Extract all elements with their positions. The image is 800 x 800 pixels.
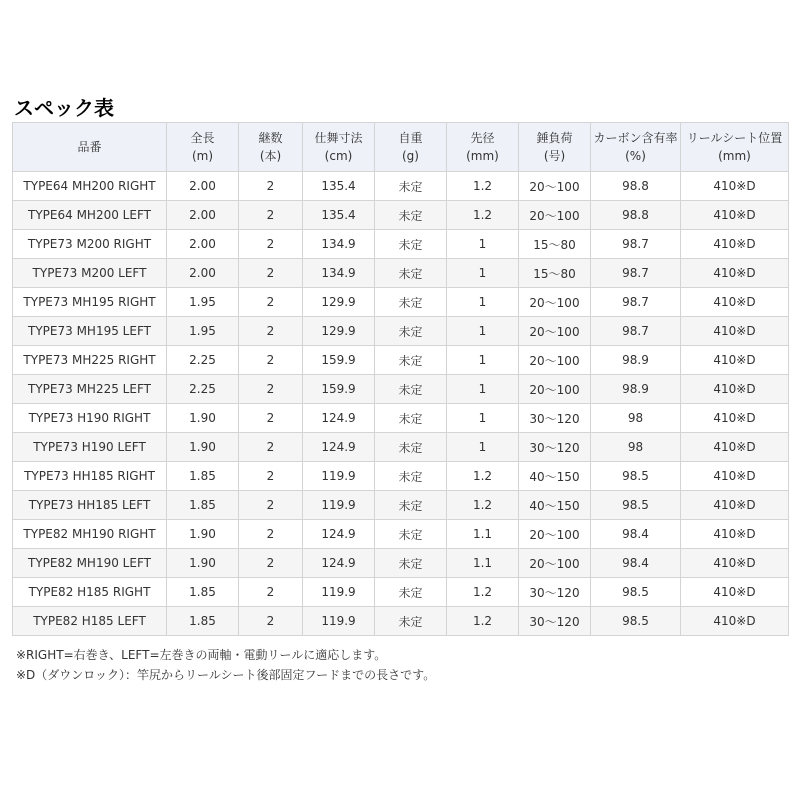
- table-cell: 134.9: [303, 259, 375, 288]
- column-header: [519, 123, 591, 172]
- table-cell: 未定: [375, 607, 447, 636]
- table-cell: 未定: [375, 259, 447, 288]
- table-row: [13, 549, 789, 578]
- table-row: [13, 230, 789, 259]
- table-cell: 1.2: [447, 578, 519, 607]
- table-cell: 1.1: [447, 520, 519, 549]
- table-cell: 2.25: [167, 346, 239, 375]
- table-cell: 410※D: [681, 433, 789, 462]
- table-cell: 124.9: [303, 549, 375, 578]
- table-cell: 未定: [375, 491, 447, 520]
- table-cell: 未定: [375, 462, 447, 491]
- table-row: [13, 346, 789, 375]
- footnotes: [16, 645, 435, 685]
- table-cell: 未定: [375, 520, 447, 549]
- table-cell: 2: [239, 201, 303, 230]
- table-cell: TYPE82 MH190 RIGHT: [13, 520, 167, 549]
- table-cell: 1.90: [167, 433, 239, 462]
- table-cell: 20～100: [519, 375, 591, 404]
- table-body: [13, 172, 789, 636]
- table-cell: 2: [239, 317, 303, 346]
- table-cell: 1.1: [447, 549, 519, 578]
- table-cell: 2: [239, 462, 303, 491]
- table-cell: 134.9: [303, 230, 375, 259]
- table-cell: 20～100: [519, 317, 591, 346]
- table-cell: 40～150: [519, 491, 591, 520]
- table-cell: 20～100: [519, 346, 591, 375]
- table-cell: 2: [239, 491, 303, 520]
- table-row: [13, 317, 789, 346]
- table-row: [13, 578, 789, 607]
- table-cell: 40～150: [519, 462, 591, 491]
- table-cell: 1: [447, 346, 519, 375]
- table-cell: 410※D: [681, 201, 789, 230]
- table-cell: 2: [239, 259, 303, 288]
- column-header-label: 品番: [77, 140, 102, 154]
- table-cell: 98.9: [591, 375, 681, 404]
- column-header-label: 錘負荷: [536, 131, 573, 145]
- table-cell: 1: [447, 288, 519, 317]
- table-cell: 410※D: [681, 462, 789, 491]
- table-cell: 1.2: [447, 491, 519, 520]
- table-row: [13, 375, 789, 404]
- table-cell: 98: [591, 433, 681, 462]
- table-cell: 未定: [375, 172, 447, 201]
- table-cell: TYPE73 M200 RIGHT: [13, 230, 167, 259]
- footnote-rightleft: ※RIGHT=右巻き、LEFT=左巻きの両軸・電動リールに適応します。: [16, 648, 387, 662]
- table-cell: 124.9: [303, 404, 375, 433]
- table-cell: 410※D: [681, 375, 789, 404]
- table-cell: 1: [447, 404, 519, 433]
- table-cell: 1.90: [167, 549, 239, 578]
- table-cell: 119.9: [303, 607, 375, 636]
- table-cell: 30～120: [519, 607, 591, 636]
- table-cell: 未定: [375, 288, 447, 317]
- table-cell: 2: [239, 404, 303, 433]
- footnote-downlock: ※D（ダウンロック）：竿尻からリールシート後部固定フードまでの長さです。: [16, 668, 436, 682]
- table-cell: TYPE82 H185 LEFT: [13, 607, 167, 636]
- table-cell: 98.5: [591, 462, 681, 491]
- table-cell: 15～80: [519, 259, 591, 288]
- table-cell: 410※D: [681, 520, 789, 549]
- table-cell: 未定: [375, 404, 447, 433]
- table-row: [13, 259, 789, 288]
- table-cell: TYPE73 MH225 LEFT: [13, 375, 167, 404]
- table-cell: 1.2: [447, 201, 519, 230]
- table-cell: TYPE73 M200 LEFT: [13, 259, 167, 288]
- table-row: [13, 520, 789, 549]
- table-cell: 1.95: [167, 317, 239, 346]
- table-cell: 1.2: [447, 172, 519, 201]
- table-cell: 98.5: [591, 491, 681, 520]
- table-cell: 2: [239, 433, 303, 462]
- table-cell: 2: [239, 607, 303, 636]
- table-cell: 未定: [375, 230, 447, 259]
- table-cell: 98.8: [591, 201, 681, 230]
- table-cell: 20～100: [519, 549, 591, 578]
- table-cell: 1.95: [167, 288, 239, 317]
- table-cell: 2: [239, 172, 303, 201]
- table-cell: 1.85: [167, 578, 239, 607]
- table-cell: 20～100: [519, 520, 591, 549]
- table-cell: 30～120: [519, 433, 591, 462]
- table-cell: TYPE64 MH200 LEFT: [13, 201, 167, 230]
- column-header-unit: (m): [191, 149, 214, 163]
- table-cell: 2: [239, 288, 303, 317]
- table-cell: 2: [239, 375, 303, 404]
- column-header-label: リールシート位置: [686, 131, 783, 145]
- table-cell: 410※D: [681, 259, 789, 288]
- table-row: [13, 433, 789, 462]
- table-cell: 15～80: [519, 230, 591, 259]
- table-cell: 1: [447, 317, 519, 346]
- column-header: [375, 123, 447, 172]
- table-cell: 410※D: [681, 317, 789, 346]
- table-cell: 410※D: [681, 172, 789, 201]
- table-cell: 未定: [375, 578, 447, 607]
- table-row: [13, 491, 789, 520]
- table-cell: 1: [447, 230, 519, 259]
- table-cell: 98.5: [591, 607, 681, 636]
- column-header-unit: (mm): [466, 149, 499, 163]
- column-header: [681, 123, 789, 172]
- column-header: [167, 123, 239, 172]
- table-cell: 135.4: [303, 201, 375, 230]
- table-cell: 2: [239, 520, 303, 549]
- column-header: [591, 123, 681, 172]
- table-row: [13, 172, 789, 201]
- column-header-unit: (g): [402, 149, 419, 163]
- table-cell: 2.00: [167, 230, 239, 259]
- column-header-label: 仕舞寸法: [314, 131, 363, 145]
- table-cell: 2.25: [167, 375, 239, 404]
- table-cell: TYPE73 HH185 LEFT: [13, 491, 167, 520]
- table-cell: 2: [239, 346, 303, 375]
- table-cell: 未定: [375, 433, 447, 462]
- table-cell: TYPE73 MH195 LEFT: [13, 317, 167, 346]
- table-row: [13, 288, 789, 317]
- table-cell: 124.9: [303, 433, 375, 462]
- table-cell: 119.9: [303, 578, 375, 607]
- table-cell: 2: [239, 549, 303, 578]
- table-cell: 159.9: [303, 346, 375, 375]
- table-cell: 129.9: [303, 288, 375, 317]
- table-cell: 20～100: [519, 288, 591, 317]
- table-cell: 98.4: [591, 520, 681, 549]
- table-cell: 30～120: [519, 404, 591, 433]
- table-cell: 410※D: [681, 549, 789, 578]
- header-row: [13, 123, 789, 172]
- table-cell: 未定: [375, 201, 447, 230]
- table-cell: 1.85: [167, 462, 239, 491]
- table-cell: 1: [447, 259, 519, 288]
- table-cell: 98.9: [591, 346, 681, 375]
- table-cell: 119.9: [303, 462, 375, 491]
- column-header: [447, 123, 519, 172]
- table-row: [13, 462, 789, 491]
- table-cell: TYPE82 MH190 LEFT: [13, 549, 167, 578]
- column-header: [303, 123, 375, 172]
- table-cell: 1.85: [167, 491, 239, 520]
- table-cell: 159.9: [303, 375, 375, 404]
- table-cell: TYPE73 MH195 RIGHT: [13, 288, 167, 317]
- table-cell: 410※D: [681, 288, 789, 317]
- table-cell: 未定: [375, 375, 447, 404]
- table-cell: 2.00: [167, 172, 239, 201]
- table-cell: 1.85: [167, 607, 239, 636]
- table-cell: 98.7: [591, 230, 681, 259]
- column-header-unit: (号): [543, 149, 566, 163]
- column-header-unit: (mm): [718, 149, 751, 163]
- column-header-unit: (本): [259, 149, 282, 163]
- table-cell: 30～120: [519, 578, 591, 607]
- table-row: [13, 404, 789, 433]
- table-cell: 20～100: [519, 172, 591, 201]
- table-cell: 98.7: [591, 259, 681, 288]
- table-cell: 2: [239, 578, 303, 607]
- table-cell: 124.9: [303, 520, 375, 549]
- table-cell: 98.7: [591, 317, 681, 346]
- table-cell: 20～100: [519, 201, 591, 230]
- table-cell: 1.2: [447, 462, 519, 491]
- table-cell: 410※D: [681, 230, 789, 259]
- table-row: [13, 201, 789, 230]
- column-header-label: 全長: [190, 131, 215, 145]
- table-cell: 2.00: [167, 259, 239, 288]
- column-header-unit: (cm): [324, 149, 353, 163]
- table-cell: 98.4: [591, 549, 681, 578]
- table-cell: 98: [591, 404, 681, 433]
- column-header: [239, 123, 303, 172]
- table-cell: 2.00: [167, 201, 239, 230]
- column-header-label: カーボン含有率: [593, 131, 678, 145]
- spec-table: [12, 122, 789, 636]
- table-cell: 410※D: [681, 607, 789, 636]
- column-header-label: 先径: [470, 131, 495, 145]
- column-header-unit: (%): [625, 149, 646, 163]
- table-cell: 119.9: [303, 491, 375, 520]
- table-cell: 1: [447, 433, 519, 462]
- table-cell: 1.2: [447, 607, 519, 636]
- page-title: スペック表: [14, 96, 114, 120]
- table-row: [13, 607, 789, 636]
- table-cell: 135.4: [303, 172, 375, 201]
- table-cell: 1: [447, 375, 519, 404]
- table-cell: 410※D: [681, 578, 789, 607]
- table-cell: TYPE73 H190 RIGHT: [13, 404, 167, 433]
- table-cell: TYPE82 H185 RIGHT: [13, 578, 167, 607]
- column-header: [13, 123, 167, 172]
- table-cell: 1.90: [167, 404, 239, 433]
- column-header-label: 自重: [398, 131, 423, 145]
- table-cell: 未定: [375, 317, 447, 346]
- table-cell: 2: [239, 230, 303, 259]
- table-cell: 未定: [375, 549, 447, 578]
- table-cell: 98.7: [591, 288, 681, 317]
- table-cell: 410※D: [681, 346, 789, 375]
- table-cell: 98.5: [591, 578, 681, 607]
- table-cell: TYPE64 MH200 RIGHT: [13, 172, 167, 201]
- table-cell: 410※D: [681, 491, 789, 520]
- table-cell: 98.8: [591, 172, 681, 201]
- column-header-label: 継数: [258, 131, 283, 145]
- table-cell: 129.9: [303, 317, 375, 346]
- table-cell: TYPE73 HH185 RIGHT: [13, 462, 167, 491]
- table-cell: 未定: [375, 346, 447, 375]
- table-cell: 410※D: [681, 404, 789, 433]
- table-header: [13, 123, 789, 172]
- table-cell: 1.90: [167, 520, 239, 549]
- table-cell: TYPE73 MH225 RIGHT: [13, 346, 167, 375]
- table-cell: TYPE73 H190 LEFT: [13, 433, 167, 462]
